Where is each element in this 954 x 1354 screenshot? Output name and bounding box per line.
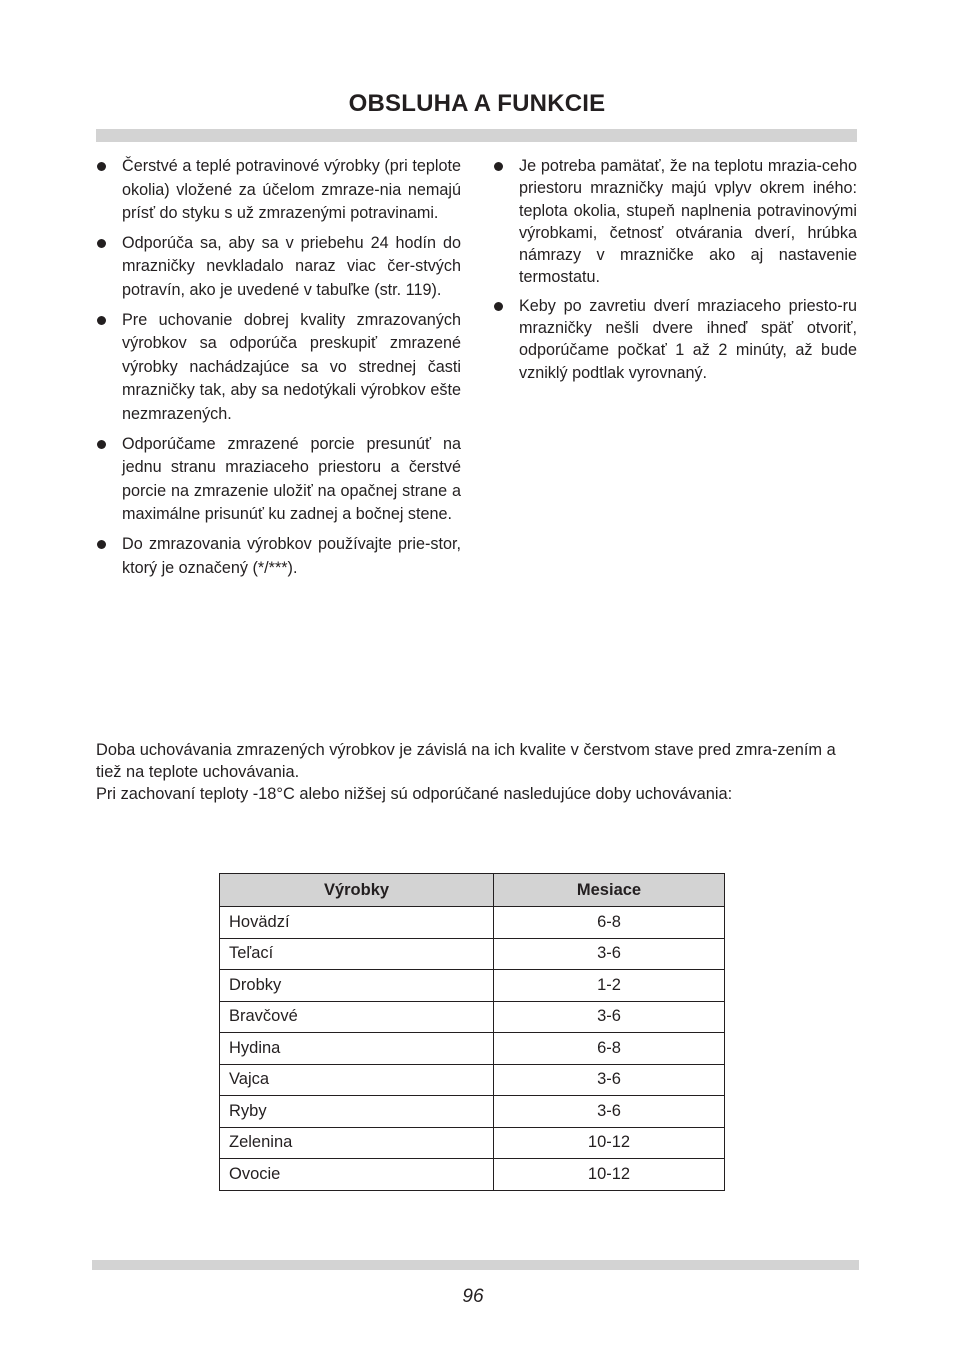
bullet-text: Do zmrazovania výrobkov používajte prie-stor, ktorý je označený (*/***).: [122, 534, 461, 577]
product-cell: Zelenina: [220, 1127, 494, 1159]
bullet-item: [493, 155, 857, 289]
bullet-icon: [494, 302, 503, 311]
product-cell: Ovocie: [220, 1159, 494, 1191]
bullet-text: Keby po zavretiu dverí mraziaceho priesto-ru mrazničky nešli dvere ihneď späť otvoriť, odporúčame počkať 1 až 2 minúty, až bude vzniklý podtlak vyrovnaný.: [519, 296, 857, 382]
bullet-item: [96, 155, 461, 226]
table-row: [220, 1064, 725, 1096]
header-rule: [96, 129, 857, 142]
bullet-text: Je potreba pamätať, že na teplotu mrazia-ceho priestoru mrazničky majú vplyv okrem iného: teplota okolia, stupeň naplnenia potravinovými výrobkami, četnosť otvárania dverí, hrúbka námrazy v mrazničke ako aj nastavenie termostatu.: [519, 157, 857, 287]
bullet-item: [493, 295, 857, 384]
months-cell: 1-2: [494, 970, 725, 1002]
product-cell: Ryby: [220, 1096, 494, 1128]
left-column: [96, 155, 461, 586]
months-cell: 3-6: [494, 1001, 725, 1033]
product-cell: Teľací: [220, 938, 494, 970]
bullet-icon: [494, 162, 503, 171]
product-cell: Drobky: [220, 970, 494, 1002]
months-cell: 10-12: [494, 1127, 725, 1159]
bullet-text: Čerstvé a teplé potravinové výrobky (pri teplote okolia) vložené za účelom zmraze-nia nemajú prísť do styku s už zmrazenými potravinami.: [122, 157, 461, 223]
storage-table: [219, 873, 725, 1191]
page-number: 96: [462, 1286, 484, 1307]
bullet-icon: [97, 162, 106, 171]
table-row: [220, 1159, 725, 1191]
page-title: OBSLUHA A FUNKCIE: [348, 90, 606, 117]
table-row: [220, 907, 725, 939]
bullet-icon: [97, 540, 106, 549]
bullet-item: [96, 309, 461, 427]
months-cell: 6-8: [494, 1033, 725, 1065]
bullet-icon: [97, 316, 106, 325]
table-row: [220, 1127, 725, 1159]
months-cell: 3-6: [494, 1064, 725, 1096]
bullet-item: [96, 533, 461, 580]
table-row: [220, 938, 725, 970]
months-cell: 10-12: [494, 1159, 725, 1191]
bullet-item: [96, 433, 461, 527]
bullet-icon: [97, 239, 106, 248]
table-row: [220, 1001, 725, 1033]
right-column: [493, 155, 857, 390]
months-cell: 3-6: [494, 938, 725, 970]
table-row: [220, 970, 725, 1002]
intro-line-1: Doba uchovávania zmrazených výrobkov je závislá na ich kvalite v čerstvom stave pred zmra-zením a tiež na teplote uchovávania.: [96, 741, 836, 782]
bullet-text: Pre uchovanie dobrej kvality zmrazovaných výrobkov sa odporúča preskupiť zmrazené výrobky nachádzajúce sa vo strednej časti mrazničky tak, aby sa nedotýkali výrobkov ešte nezmrazených.: [122, 310, 461, 423]
intro-line-2: Pri zachovaní teploty -18°C alebo nižšej sú odporúčané nasledujúce doby uchovávania:: [96, 785, 733, 804]
column-header-months: Mesiace: [494, 874, 725, 907]
product-cell: Hovädzí: [220, 907, 494, 939]
bullet-text: Odporúča sa, aby sa v priebehu 24 hodín do mrazničky nevkladalo naraz viac čer-stvých potravín, ako je uvedené v tabuľke (str. 119).: [122, 233, 461, 299]
product-cell: Vajca: [220, 1064, 494, 1096]
product-cell: Bravčové: [220, 1001, 494, 1033]
table-row: [220, 1033, 725, 1065]
bullet-text: Odporúčame zmrazené porcie presunúť na jednu stranu mraziaceho priestoru a čerstvé porcie na zmrazenie uložiť na opačnej strane a maximálne prisunúť ku zadnej a bočnej stene.: [122, 434, 461, 524]
table-row: [220, 1096, 725, 1128]
months-cell: 6-8: [494, 907, 725, 939]
bullet-icon: [97, 440, 106, 449]
footer-rule: [92, 1260, 859, 1270]
column-header-products: Výrobky: [220, 874, 494, 907]
storage-intro: [96, 739, 857, 806]
product-cell: Hydina: [220, 1033, 494, 1065]
months-cell: 3-6: [494, 1096, 725, 1128]
table-header-row: [220, 874, 725, 907]
bullet-item: [96, 232, 461, 303]
